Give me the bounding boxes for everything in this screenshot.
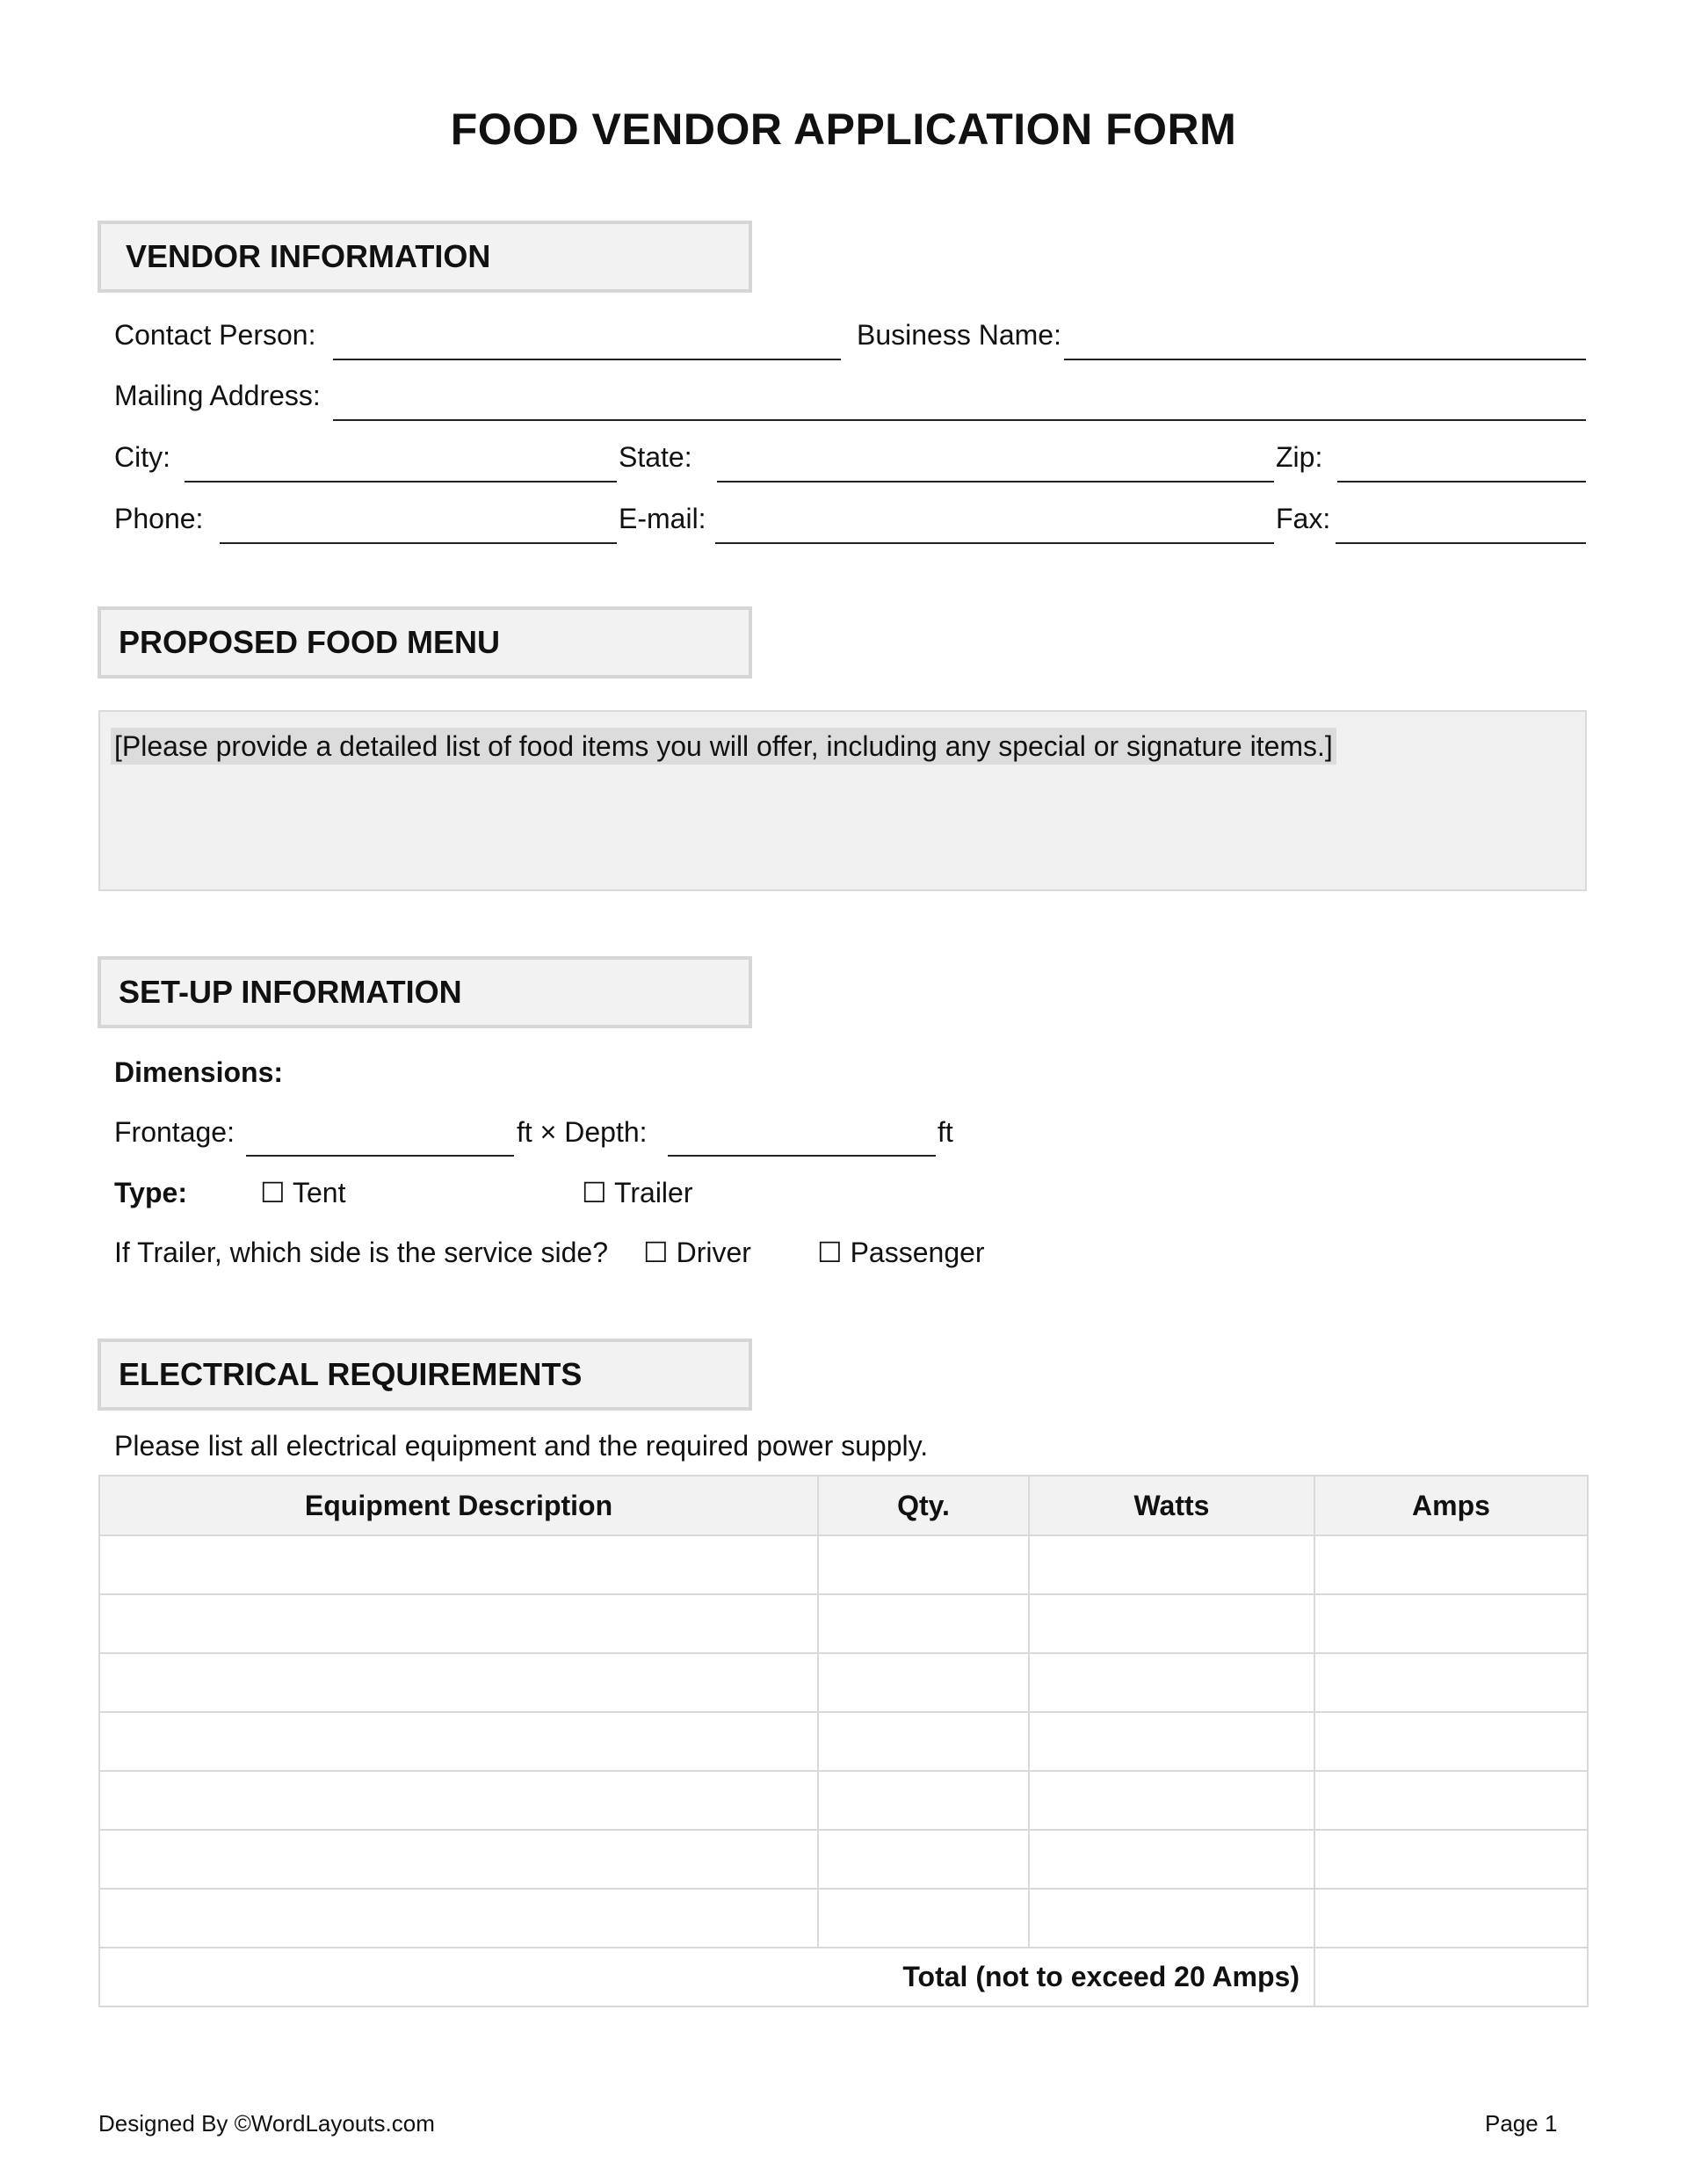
watts-cell[interactable] xyxy=(1029,1712,1314,1771)
electrical-instruction: Please list all electrical equipment and the required power supply. xyxy=(114,1430,929,1462)
column-header-watts: Watts xyxy=(1029,1476,1314,1535)
business-name-field[interactable] xyxy=(1064,359,1586,360)
table-row xyxy=(99,1830,1588,1889)
table-row xyxy=(99,1889,1588,1948)
tent-checkbox[interactable]: ☐ Tent xyxy=(260,1177,346,1208)
fax-field[interactable] xyxy=(1336,542,1586,544)
food-menu-placeholder: [Please provide a detailed list of food items you will offer, including any special or signature items.] xyxy=(111,728,1336,765)
watts-cell[interactable] xyxy=(1029,1653,1314,1712)
column-header-qty: Qty. xyxy=(818,1476,1029,1535)
equipment-description-cell[interactable] xyxy=(99,1594,818,1653)
watts-cell[interactable] xyxy=(1029,1889,1314,1948)
amps-cell[interactable] xyxy=(1314,1771,1588,1830)
frontage-label: Frontage: xyxy=(114,1116,235,1148)
amps-cell[interactable] xyxy=(1314,1712,1588,1771)
amps-cell[interactable] xyxy=(1314,1653,1588,1712)
page-number: Page 1 xyxy=(1485,2110,1558,2137)
state-field[interactable] xyxy=(717,481,1274,483)
table-row xyxy=(99,1653,1588,1712)
vendor-info-heading: VENDOR INFORMATION xyxy=(98,221,752,293)
phone-field[interactable] xyxy=(220,542,617,544)
contact-person-field[interactable] xyxy=(333,359,841,360)
passenger-checkbox[interactable]: ☐ Passenger xyxy=(817,1237,985,1268)
designed-by: Designed By ©WordLayouts.com xyxy=(98,2110,435,2137)
equipment-rows xyxy=(99,1535,1588,1948)
qty-cell[interactable] xyxy=(818,1535,1029,1594)
ft-x-depth-label: ft × Depth: xyxy=(517,1116,648,1148)
mailing-address-field[interactable] xyxy=(333,419,1586,421)
food-menu-heading: PROPOSED FOOD MENU xyxy=(98,606,752,678)
city-label: City: xyxy=(114,441,170,473)
trailer-checkbox[interactable]: ☐ Trailer xyxy=(582,1177,693,1208)
equipment-description-cell[interactable] xyxy=(99,1771,818,1830)
amps-cell[interactable] xyxy=(1314,1830,1588,1889)
electrical-equipment-table xyxy=(98,1475,1589,2007)
service-side-question: If Trailer, which side is the service side? xyxy=(114,1237,609,1268)
frontage-field[interactable] xyxy=(246,1155,514,1157)
amps-cell[interactable] xyxy=(1314,1594,1588,1653)
dimensions-label: Dimensions: xyxy=(114,1056,284,1088)
table-row xyxy=(99,1712,1588,1771)
email-label: E-mail: xyxy=(619,503,706,534)
watts-cell[interactable] xyxy=(1029,1830,1314,1889)
state-label: State: xyxy=(619,441,692,473)
driver-checkbox[interactable]: ☐ Driver xyxy=(643,1237,751,1268)
total-label: Total (not to exceed 20 Amps) xyxy=(99,1948,1314,2006)
amps-cell[interactable] xyxy=(1314,1535,1588,1594)
city-field[interactable] xyxy=(185,481,617,483)
column-header-amps: Amps xyxy=(1314,1476,1588,1535)
equipment-description-cell[interactable] xyxy=(99,1889,818,1948)
business-name-label: Business Name: xyxy=(857,319,1061,351)
watts-cell[interactable] xyxy=(1029,1535,1314,1594)
ft-unit-label: ft xyxy=(938,1116,953,1148)
form-title: FOOD VENDOR APPLICATION FORM xyxy=(450,105,1237,154)
qty-cell[interactable] xyxy=(818,1653,1029,1712)
qty-cell[interactable] xyxy=(818,1594,1029,1653)
table-header-row xyxy=(99,1476,1588,1535)
equipment-description-cell[interactable] xyxy=(99,1653,818,1712)
setup-info-heading: SET-UP INFORMATION xyxy=(98,956,752,1028)
equipment-description-cell[interactable] xyxy=(99,1830,818,1889)
total-amps-cell[interactable] xyxy=(1314,1948,1588,2006)
table-row xyxy=(99,1771,1588,1830)
equipment-description-cell[interactable] xyxy=(99,1712,818,1771)
qty-cell[interactable] xyxy=(818,1889,1029,1948)
watts-cell[interactable] xyxy=(1029,1771,1314,1830)
equipment-description-cell[interactable] xyxy=(99,1535,818,1594)
watts-cell[interactable] xyxy=(1029,1594,1314,1653)
mailing-address-label: Mailing Address: xyxy=(114,380,321,411)
depth-field[interactable] xyxy=(668,1155,936,1157)
fax-label: Fax: xyxy=(1276,503,1331,534)
qty-cell[interactable] xyxy=(818,1712,1029,1771)
zip-label: Zip: xyxy=(1276,441,1323,473)
column-header-equipment: Equipment Description xyxy=(99,1476,818,1535)
qty-cell[interactable] xyxy=(818,1830,1029,1889)
zip-field[interactable] xyxy=(1337,481,1586,483)
amps-cell[interactable] xyxy=(1314,1889,1588,1948)
electrical-heading: ELECTRICAL REQUIREMENTS xyxy=(98,1339,752,1411)
total-row xyxy=(99,1948,1588,2006)
type-label: Type: xyxy=(114,1177,187,1208)
table-row xyxy=(99,1594,1588,1653)
table-row xyxy=(99,1535,1588,1594)
email-field[interactable] xyxy=(715,542,1274,544)
qty-cell[interactable] xyxy=(818,1771,1029,1830)
phone-label: Phone: xyxy=(114,503,204,534)
contact-person-label: Contact Person: xyxy=(114,319,316,351)
